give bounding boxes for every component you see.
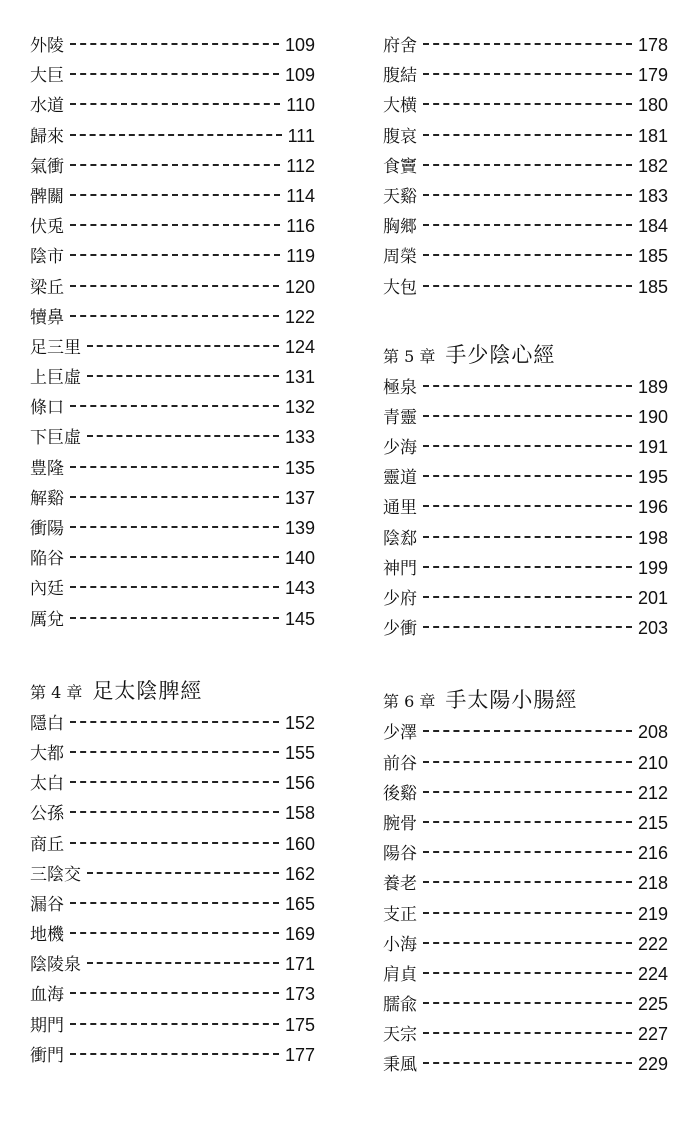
- entry-name: 水道: [30, 96, 64, 117]
- entry-page-number: 173: [284, 984, 315, 1005]
- toc-entry: [30, 90, 315, 120]
- toc-entry: [30, 604, 315, 634]
- entry-name: 臑兪: [383, 995, 417, 1016]
- dotted-leader: [423, 445, 632, 447]
- spacer: [30, 634, 315, 674]
- dotted-leader: [70, 556, 279, 558]
- dotted-leader: [423, 566, 632, 568]
- entry-name: 支正: [383, 904, 417, 925]
- dotted-leader: [423, 626, 632, 628]
- dotted-leader: [423, 536, 632, 538]
- entry-page-number: 190: [637, 406, 668, 427]
- dotted-leader: [70, 285, 279, 287]
- toc-entry: [30, 1040, 315, 1070]
- entry-name: 靈道: [383, 468, 417, 489]
- entry-name: 解谿: [30, 488, 64, 509]
- entry-name: 陽谷: [383, 844, 417, 865]
- entry-list-small-intestine-meridian: [383, 717, 668, 1079]
- chapter-6-heading: [383, 683, 668, 717]
- entry-name: 足三里: [30, 337, 81, 358]
- entry-name: 商丘: [30, 834, 64, 855]
- dotted-leader: [70, 811, 279, 813]
- entry-page-number: 152: [284, 712, 315, 733]
- spacer: [383, 302, 668, 338]
- entry-name: 下巨虛: [30, 428, 81, 449]
- dotted-leader: [423, 596, 632, 598]
- toc-entry: [383, 868, 668, 898]
- entry-page-number: 155: [284, 742, 315, 763]
- entry-page-number: 135: [284, 457, 315, 478]
- toc-entry: [383, 778, 668, 808]
- entry-name: 歸來: [30, 126, 64, 147]
- spacer: [383, 643, 668, 683]
- entry-page-number: 120: [284, 276, 315, 297]
- entry-name: 大巨: [30, 66, 64, 87]
- dotted-leader: [70, 405, 279, 407]
- entry-page-number: 181: [637, 125, 668, 146]
- entry-page-number: 156: [284, 773, 315, 794]
- entry-page-number: 201: [637, 588, 668, 608]
- dotted-leader: [87, 345, 279, 347]
- entry-name: 伏兎: [30, 217, 64, 238]
- entry-name: 胸郷: [383, 217, 417, 238]
- entry-name: 犢鼻: [30, 307, 64, 328]
- entry-name: 前谷: [383, 753, 417, 774]
- entry-list-stomach-meridian: [30, 30, 315, 634]
- entry-page-number: 145: [284, 608, 315, 629]
- entry-name: 內廷: [30, 579, 64, 600]
- entry-page-number: 219: [637, 903, 668, 924]
- toc-entry: [30, 829, 315, 859]
- dotted-leader: [423, 475, 632, 477]
- entry-name: 食竇: [383, 156, 417, 177]
- entry-list-spleen-meridian: [30, 708, 315, 1070]
- entry-name: 神門: [383, 558, 417, 579]
- entry-name: 厲兌: [30, 609, 64, 630]
- dotted-leader: [87, 375, 279, 377]
- entry-page-number: 203: [637, 618, 668, 639]
- entry-page-number: 116: [286, 216, 315, 237]
- entry-name: 天谿: [383, 186, 417, 207]
- entry-page-number: 140: [284, 548, 315, 569]
- entry-page-number: 208: [637, 722, 668, 743]
- dotted-leader: [70, 254, 280, 256]
- entry-page-number: 198: [637, 527, 668, 548]
- entry-list-heart-meridian: [383, 372, 668, 644]
- entry-name: 豊隆: [30, 458, 64, 479]
- entry-name: 腹哀: [383, 126, 417, 147]
- dotted-leader: [423, 194, 632, 196]
- entry-page-number: 227: [637, 1024, 668, 1045]
- toc-entry: [383, 272, 668, 302]
- entry-page-number: 119: [286, 246, 315, 267]
- dotted-leader: [423, 791, 632, 793]
- toc-entry: [30, 979, 315, 1009]
- dotted-leader: [70, 73, 279, 75]
- entry-name: 肩貞: [383, 964, 417, 985]
- entry-name: 少澤: [383, 723, 417, 744]
- toc-entry: [383, 717, 668, 747]
- dotted-leader: [423, 821, 632, 823]
- entry-name: 三陰交: [30, 864, 81, 885]
- entry-page-number: 175: [284, 1014, 315, 1035]
- dotted-leader: [70, 466, 279, 468]
- toc-entry: [383, 989, 668, 1019]
- chapter-title: 手太陽小腸經: [445, 688, 578, 713]
- entry-page-number: 171: [284, 954, 315, 975]
- entry-name: 隱白: [30, 713, 64, 734]
- chapter-4-heading: [30, 674, 315, 708]
- toc-entry: [30, 211, 315, 241]
- toc-entry: [30, 708, 315, 738]
- dotted-leader: [70, 496, 279, 498]
- dotted-leader: [423, 285, 632, 287]
- toc-entry: [30, 181, 315, 211]
- toc-entry: [383, 1049, 668, 1079]
- toc-entry: [30, 513, 315, 543]
- entry-page-number: 183: [637, 185, 668, 206]
- entry-page-number: 212: [637, 782, 668, 803]
- toc-entry: [383, 838, 668, 868]
- entry-page-number: 169: [284, 924, 315, 945]
- toc-entry: [383, 492, 668, 522]
- toc-entry: [383, 613, 668, 643]
- toc-entry: [383, 181, 668, 211]
- dotted-leader: [423, 912, 632, 914]
- chapter-5-heading: [383, 338, 668, 372]
- chapter-title: 足太陰脾經: [92, 678, 203, 703]
- entry-name: 血海: [30, 985, 64, 1006]
- dotted-leader: [423, 881, 632, 883]
- dotted-leader: [423, 164, 632, 166]
- toc-entry: [30, 302, 315, 332]
- dotted-leader: [70, 721, 279, 723]
- dotted-leader: [423, 851, 632, 853]
- entry-page-number: 112: [286, 155, 315, 176]
- toc-entry: [383, 462, 668, 492]
- entry-name: 小海: [383, 934, 417, 955]
- toc-entry: [30, 453, 315, 483]
- entry-name: 青靈: [383, 407, 417, 428]
- entry-page-number: 133: [284, 427, 315, 448]
- entry-page-number: 111: [287, 125, 315, 146]
- toc-entry: [383, 90, 668, 120]
- entry-page-number: 179: [637, 65, 668, 86]
- entry-name: 後谿: [383, 783, 417, 804]
- entry-name: 上巨虛: [30, 368, 81, 389]
- dotted-leader: [70, 586, 279, 588]
- toc-entry: [383, 929, 668, 959]
- toc-entry: [30, 483, 315, 513]
- dotted-leader: [70, 1023, 279, 1025]
- entry-name: 陰市: [30, 247, 64, 268]
- dotted-leader: [70, 902, 279, 904]
- dotted-leader: [423, 942, 632, 944]
- toc-entry: [30, 543, 315, 573]
- dotted-leader: [70, 1053, 279, 1055]
- entry-page-number: 180: [637, 95, 668, 116]
- toc-entry: [30, 272, 315, 302]
- toc-entry: [30, 949, 315, 979]
- toc-entry: [30, 889, 315, 919]
- toc-entry: [30, 859, 315, 889]
- dotted-leader: [70, 224, 280, 226]
- entry-page-number: 158: [284, 803, 315, 824]
- entry-list-spleen-meridian-cont: [383, 30, 668, 302]
- dotted-leader: [70, 315, 279, 317]
- entry-name: 養老: [383, 874, 417, 895]
- dotted-leader: [423, 1002, 632, 1004]
- dotted-leader: [70, 164, 280, 166]
- entry-page-number: 199: [637, 557, 668, 578]
- entry-page-number: 191: [637, 437, 668, 458]
- entry-name: 地機: [30, 925, 64, 946]
- entry-page-number: 162: [284, 863, 315, 884]
- entry-page-number: 222: [637, 933, 668, 954]
- toc-entry: [30, 362, 315, 392]
- dotted-leader: [423, 43, 632, 45]
- dotted-leader: [423, 972, 632, 974]
- entry-name: 梁丘: [30, 277, 64, 298]
- toc-entry: [30, 738, 315, 768]
- toc-entry: [30, 422, 315, 452]
- dotted-leader: [423, 1032, 632, 1034]
- toc-entry: [383, 808, 668, 838]
- toc-entry: [30, 573, 315, 603]
- dotted-leader: [70, 617, 279, 619]
- toc-entry: [30, 151, 315, 181]
- toc-entry: [383, 372, 668, 402]
- entry-page-number: 178: [637, 35, 668, 55]
- right-column: [383, 30, 668, 1080]
- toc-entry: [30, 798, 315, 828]
- toc-entry: [383, 30, 668, 60]
- entry-page-number: 224: [637, 963, 668, 984]
- entry-name: 期門: [30, 1015, 64, 1036]
- entry-page-number: 143: [284, 578, 315, 599]
- entry-name: 大横: [383, 96, 417, 117]
- entry-name: 衝陽: [30, 519, 64, 539]
- toc-entry: [30, 392, 315, 422]
- entry-name: 腹結: [383, 66, 417, 87]
- dotted-leader: [70, 932, 279, 934]
- toc-entry: [383, 211, 668, 241]
- entry-page-number: 124: [284, 336, 315, 357]
- entry-name: 公孫: [30, 804, 64, 825]
- toc-entry: [30, 121, 315, 151]
- chapter-number: 第 6 章: [383, 692, 436, 712]
- dotted-leader: [423, 730, 632, 732]
- entry-page-number: 196: [637, 497, 668, 518]
- entry-name: 外陵: [30, 36, 64, 56]
- entry-page-number: 184: [637, 216, 668, 237]
- entry-page-number: 114: [286, 185, 315, 206]
- dotted-leader: [70, 43, 279, 45]
- dotted-leader: [87, 962, 279, 964]
- entry-page-number: 132: [284, 397, 315, 418]
- entry-page-number: 195: [637, 467, 668, 488]
- entry-page-number: 218: [637, 873, 668, 894]
- entry-name: 陥谷: [30, 549, 64, 570]
- entry-name: 髀關: [30, 186, 64, 207]
- toc-entry: [30, 30, 315, 60]
- dotted-leader: [70, 103, 280, 105]
- dotted-leader: [70, 194, 280, 196]
- entry-page-number: 110: [286, 95, 315, 116]
- toc-entry: [383, 553, 668, 583]
- entry-page-number: 137: [284, 487, 315, 508]
- entry-page-number: 216: [637, 843, 668, 864]
- toc-entry: [30, 332, 315, 362]
- entry-name: 少海: [383, 438, 417, 459]
- dotted-leader: [423, 224, 632, 226]
- toc-entry: [383, 583, 668, 613]
- dotted-leader: [423, 1062, 632, 1064]
- entry-name: 少府: [383, 589, 417, 609]
- entry-page-number: 185: [637, 246, 668, 267]
- dotted-leader: [423, 254, 632, 256]
- entry-page-number: 109: [284, 65, 315, 86]
- dotted-leader: [70, 781, 279, 783]
- entry-page-number: 160: [284, 833, 315, 854]
- entry-name: 極泉: [383, 377, 417, 398]
- dotted-leader: [87, 435, 279, 437]
- entry-page-number: 165: [284, 893, 315, 914]
- dotted-leader: [87, 872, 279, 874]
- toc-entry: [383, 899, 668, 929]
- toc-entry: [383, 1019, 668, 1049]
- entry-name: 腕骨: [383, 813, 417, 834]
- toc-entry: [30, 1010, 315, 1040]
- entry-page-number: 177: [284, 1044, 315, 1065]
- dotted-leader: [423, 761, 632, 763]
- entry-page-number: 189: [637, 376, 668, 397]
- toc-entry: [383, 959, 668, 989]
- entry-name: 府舍: [383, 36, 417, 56]
- entry-page-number: 122: [284, 306, 315, 327]
- entry-name: 漏谷: [30, 894, 64, 915]
- toc-entry: [383, 402, 668, 432]
- toc-entry: [383, 748, 668, 778]
- chapter-number: 第 4 章: [30, 682, 83, 702]
- dotted-leader: [423, 415, 632, 417]
- dotted-leader: [423, 385, 632, 387]
- entry-page-number: 225: [637, 994, 668, 1015]
- toc-entry: [30, 241, 315, 271]
- dotted-leader: [70, 842, 279, 844]
- toc-entry: [30, 919, 315, 949]
- entry-name: 通里: [383, 498, 417, 519]
- entry-name: 秉風: [383, 1055, 417, 1076]
- entry-page-number: 109: [284, 35, 315, 55]
- entry-page-number: 185: [637, 276, 668, 297]
- entry-name: 大都: [30, 743, 64, 764]
- dotted-leader: [423, 73, 632, 75]
- entry-name: 條口: [30, 398, 64, 419]
- dotted-leader: [70, 134, 282, 136]
- dotted-leader: [70, 526, 279, 528]
- toc-entry: [383, 523, 668, 553]
- toc-entry: [383, 121, 668, 151]
- entry-page-number: 210: [637, 752, 668, 773]
- entry-name: 氣衝: [30, 156, 64, 177]
- entry-name: 少衝: [383, 619, 417, 640]
- entry-name: 周榮: [383, 247, 417, 268]
- dotted-leader: [70, 751, 279, 753]
- toc-entry: [383, 60, 668, 90]
- dotted-leader: [423, 505, 632, 507]
- toc-entry: [383, 241, 668, 271]
- entry-page-number: 215: [637, 812, 668, 833]
- dotted-leader: [423, 103, 632, 105]
- chapter-number: 第 5 章: [383, 346, 436, 366]
- toc-entry: [30, 60, 315, 90]
- entry-name: 衝門: [30, 1045, 64, 1066]
- dotted-leader: [423, 134, 632, 136]
- entry-page-number: 182: [637, 155, 668, 176]
- chapter-title: 手少陰心經: [445, 342, 556, 367]
- toc-entry: [30, 768, 315, 798]
- entry-page-number: 139: [284, 518, 315, 538]
- entry-name: 太白: [30, 774, 64, 795]
- entry-name: 陰陵泉: [30, 955, 81, 976]
- entry-page-number: 131: [284, 367, 315, 388]
- entry-name: 大包: [383, 277, 417, 298]
- dotted-leader: [70, 992, 279, 994]
- entry-name: 天宗: [383, 1025, 417, 1046]
- toc-entry: [383, 151, 668, 181]
- left-column: [30, 30, 315, 1070]
- toc-entry: [383, 432, 668, 462]
- entry-page-number: 229: [637, 1054, 668, 1075]
- entry-name: 陰郄: [383, 528, 417, 549]
